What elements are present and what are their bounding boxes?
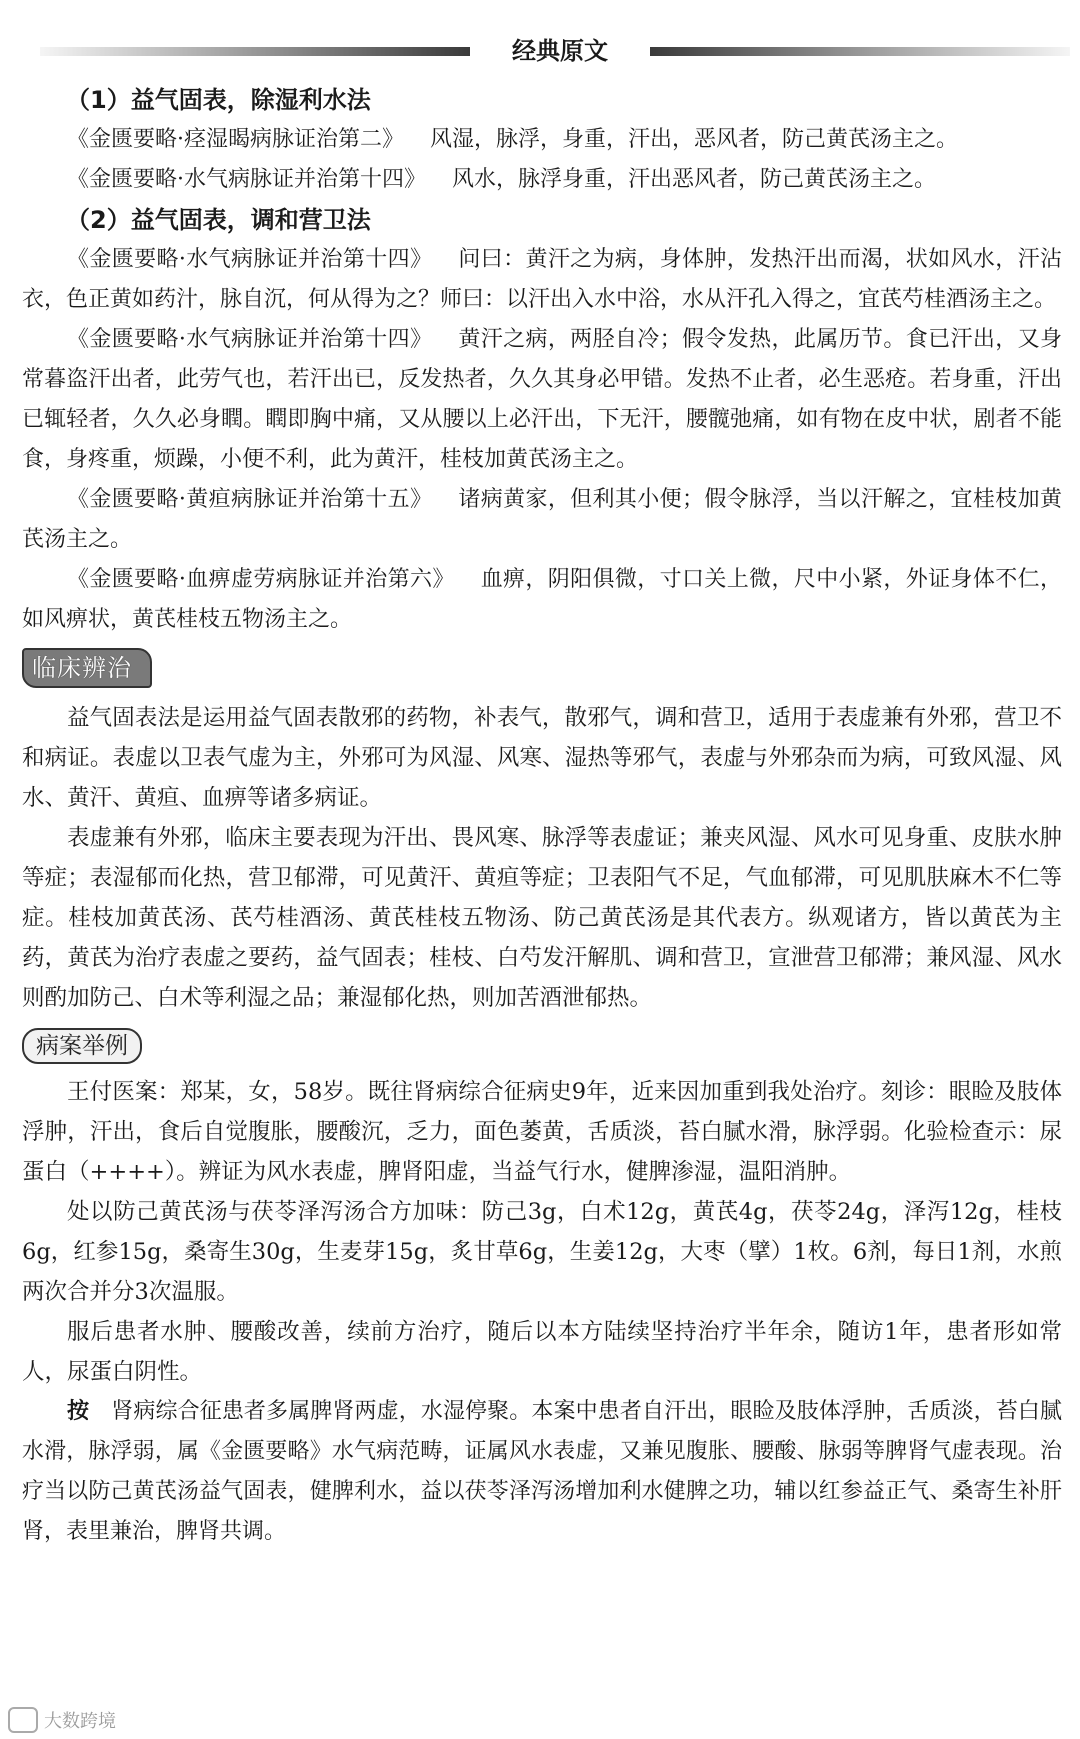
classic-paragraph-2	[22, 160, 1062, 200]
subheading-1: （1）益气固表，除湿利水法	[66, 86, 371, 114]
case-section-title: 病案举例	[22, 1028, 142, 1064]
source-citation: 《金匮要略·血痹虚劳病脉证并治第六》	[67, 567, 455, 592]
classic-paragraph-5	[22, 480, 1062, 560]
subheading-2: （2）益气固表，调和营卫法	[66, 206, 371, 234]
section-header	[40, 34, 1070, 68]
chat-bubble-icon	[8, 1707, 38, 1733]
note-text: 肾病综合征患者多属脾肾两虚，水湿停聚。本案中患者自汗出，眼睑及肢体浮肿，舌质淡，苔白腻水滑，脉浮弱，属《金匮要略》水气病范畴，证属风水表虚，又兼见腹胀、腰酸、脉弱等脾肾气虚表现。治疗当以防己黄芪汤益气固表，健脾利水，益以茯苓泽泻汤增加利水健脾之功，辅以红参益正气、桑寄生补肝肾，表里兼治，脾肾共调。	[22, 1399, 1062, 1544]
source-citation: 《金匮要略·水气病脉证并治第十四》	[67, 247, 433, 272]
source-citation: 《金匮要略·黄疸病脉证并治第十五》	[67, 487, 433, 512]
watermark-text: 大数跨境	[44, 1711, 116, 1732]
clinical-section-title: 临床辨治	[22, 648, 152, 688]
classic-text: 血痹，阴阳俱微，寸口关上微，尺中小紧，外证身体不仁，如风痹状，黄芪桂枝五物汤主之。	[22, 567, 1062, 632]
classic-text: 黄汗之病，两胫自冷；假令发热，此属历节。食已汗出，又身常暮盗汗出者，此劳气也，若汗出已，反发热者，久久其身必甲错。发热不止者，必生恶疮。若身重，汗出已辄轻者，久久必身瞤。瞤即胸中痛，又从腰以上必汗出，下无汗，腰髋弛痛，如有物在皮中状，剧者不能食，身疼重，烦躁，小便不利，此为黄汗，桂枝加黄芪汤主之。	[22, 327, 1062, 472]
clinical-paragraph-1: 益气固表法是运用益气固表散邪的药物，补表气，散邪气，调和营卫，适用于表虚兼有外邪，营卫不和病证。表虚以卫表气虚为主，外邪可为风湿、风寒、湿热等邪气，表虚与外邪杂而为病，可致风湿、风水、黄汗、黄疸、血痹等诸多病证。	[22, 705, 1062, 811]
case-paragraph-1: 王付医案：郑某，女，58岁。既往肾病综合征病史9年，近来因加重到我处治疗。刻诊：眼睑及肢体浮肿，汗出，食后自觉腹胀，腰酸沉，乏力，面色萎黄，舌质淡，苔白腻水滑，脉浮弱。化验检查示：尿蛋白（++++）。辨证为风水表虚，脾肾阳虚，当益气行水，健脾渗湿，温阳消肿。	[22, 1079, 1062, 1185]
classic-paragraph-1	[22, 120, 1062, 160]
case-paragraph-2: 处以防己黄芪汤与茯苓泽泻汤合方加味：防己3g，白术12g，黄芪4g，茯苓24g，泽泻12g，桂枝6g，红参15g，桑寄生30g，生麦芽15g，炙甘草6g，生姜12g，大枣（擘）1枚。6剂，每日1剂，水煎两次合并分3次温服。	[22, 1199, 1062, 1305]
classic-text: 问曰：黄汗之为病，身体肿，发热汗出而渴，状如风水，汗沾衣，色正黄如药汁，脉自沉，何从得为之？师曰：以汗出入水中浴，水从汗孔入得之，宜芪芍桂酒汤主之。	[22, 247, 1062, 312]
header-title: 经典原文	[512, 37, 608, 65]
classic-paragraph-3	[22, 240, 1062, 320]
clinical-paragraph-2: 表虚兼有外邪，临床主要表现为汗出、畏风寒、脉浮等表虚证；兼夹风湿、风水可见身重、皮肤水肿等症；表湿郁而化热，营卫郁滞，可见黄汗、黄疸等症；卫表阳气不足，气血郁滞，可见肌肤麻木不仁等症。桂枝加黄芪汤、芪芍桂酒汤、黄芪桂枝五物汤、防己黄芪汤是其代表方。纵观诸方，皆以黄芪为主药，黄芪为治疗表虚之要药，益气固表；桂枝、白芍发汗解肌、调和营卫，宣泄营卫郁滞；兼风湿、风水则酌加防己、白术等利湿之品；兼湿郁化热，则加苦酒泄郁热。	[22, 825, 1062, 1011]
classic-text: 风湿，脉浮，身重，汗出，恶风者，防己黄芪汤主之。	[430, 127, 959, 152]
classic-text: 诸病黄家，但利其小便；假令脉浮，当以汗解之，宜桂枝加黄芪汤主之。	[22, 487, 1062, 552]
content	[22, 80, 1062, 1552]
classic-paragraph-6	[22, 560, 1062, 640]
note-label: 按	[67, 1399, 90, 1424]
header-bar-right	[650, 47, 1070, 56]
header-bar-left	[40, 47, 470, 56]
classic-paragraph-4	[22, 320, 1062, 480]
source-citation: 《金匮要略·水气病脉证并治第十四》	[67, 167, 426, 192]
watermark	[8, 1707, 116, 1733]
classic-text: 风水，脉浮身重，汗出恶风者，防己黄芪汤主之。	[452, 167, 937, 192]
case-paragraph-3: 服后患者水肿、腰酸改善，续前方治疗，随后以本方陆续坚持治疗半年余，随访1年，患者形如常人，尿蛋白阴性。	[22, 1319, 1062, 1385]
source-citation: 《金匮要略·水气病脉证并治第十四》	[67, 327, 433, 352]
case-note	[22, 1392, 1062, 1552]
source-citation: 《金匮要略·痉湿暍病脉证治第二》	[67, 127, 404, 152]
